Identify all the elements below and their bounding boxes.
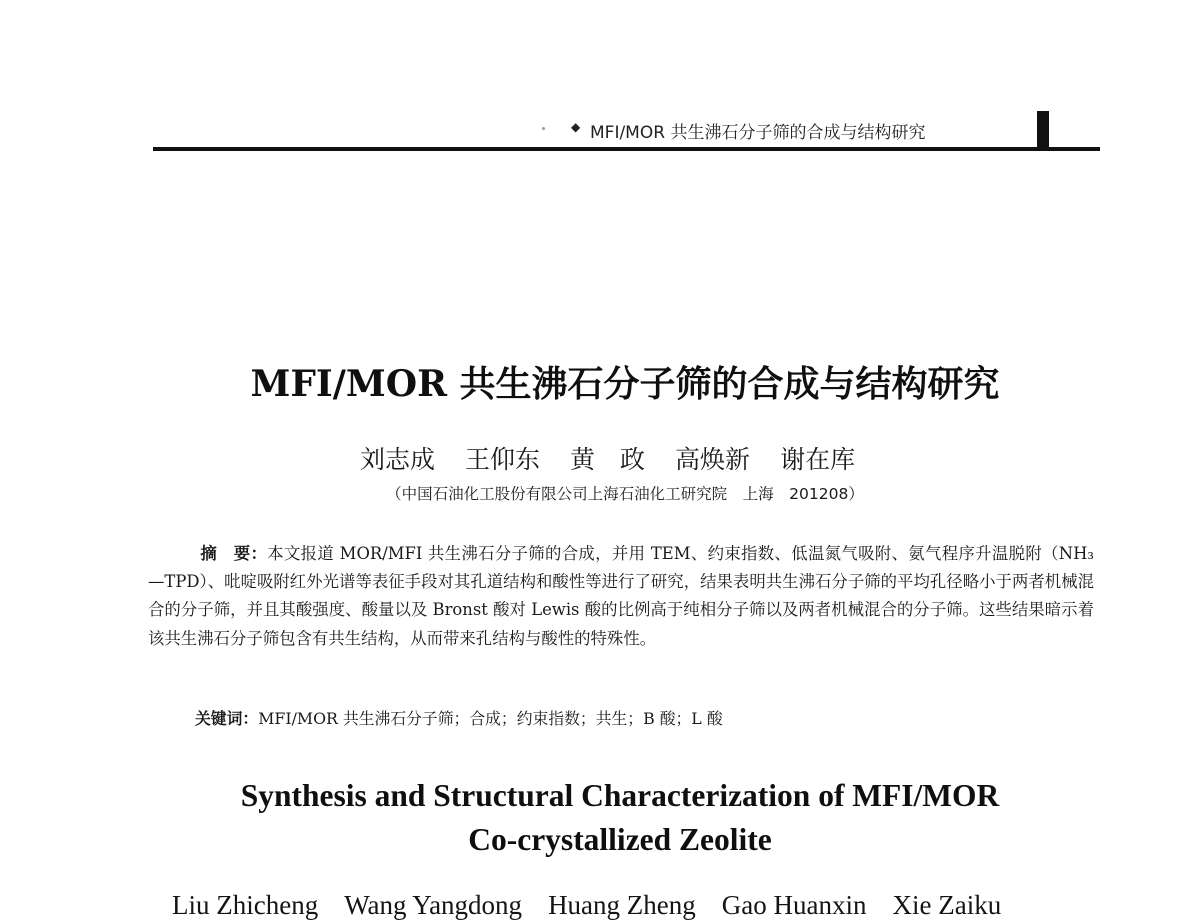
author-en: Xie Zaiku xyxy=(892,890,1002,920)
abstract xyxy=(148,540,1094,653)
affiliation-cn: （中国石油化工股份有限公司上海石油化工研究院 上海 201208） xyxy=(386,485,864,503)
running-header: MFI/MOR 共生沸石分子筛的合成与结构研究 xyxy=(590,123,926,143)
header-dot xyxy=(542,127,545,130)
author-en: Wang Yangdong xyxy=(344,890,523,920)
header-bar xyxy=(1037,111,1049,149)
abstract-label: 摘 要： xyxy=(200,544,268,563)
paper-title-en xyxy=(0,774,1200,862)
author-list-en xyxy=(172,890,1001,921)
title-en-line: Synthesis and Structural Characterization of MFI/MOR xyxy=(240,778,1000,813)
author-cn: 黄 政 xyxy=(570,445,646,474)
author-en: Gao Huanxin xyxy=(721,890,867,920)
author-cn: 王仰东 xyxy=(465,445,541,474)
author-cn: 高焕新 xyxy=(675,445,751,474)
header-rule xyxy=(153,147,1100,151)
header-diamond-icon: ◆ xyxy=(571,120,581,134)
author-list-cn xyxy=(360,440,855,476)
author-en: Liu Zhicheng xyxy=(172,890,319,920)
paper-title-cn: MFI/MOR 共生沸石分子筛的合成与结构研究 xyxy=(250,363,1000,405)
author-cn: 刘志成 xyxy=(360,445,436,474)
author-en: Huang Zheng xyxy=(548,890,696,920)
keywords xyxy=(195,706,723,729)
title-en-line: Co-crystallized Zeolite xyxy=(468,822,772,857)
author-cn: 谢在库 xyxy=(780,445,856,474)
abstract-text: 本文报道 MOR/MFI 共生沸石分子筛的合成，并用 TEM、约束指数、低温氮气吸附、氨气程序升温脱附（NH₃—TPD）、吡啶吸附红外光谱等表征手段对其孔道结构和酸性等进行了研究，结果表明共生沸石分子筛的平均孔径略小于两者机械混合的分子筛，并且其酸强度、酸量以及 Bronst 酸对 Lewis 酸的比例高于纯相分子筛以及两者机械混合的分子筛。这些结果暗示着该共生沸石分子筛包含有共生结构，从而带来孔结构与酸性的特殊性。 xyxy=(148,544,1095,648)
keywords-text: MFI/MOR 共生沸石分子筛；合成；约束指数；共生；B 酸；L 酸 xyxy=(258,709,723,728)
keywords-label: 关键词： xyxy=(195,709,259,728)
